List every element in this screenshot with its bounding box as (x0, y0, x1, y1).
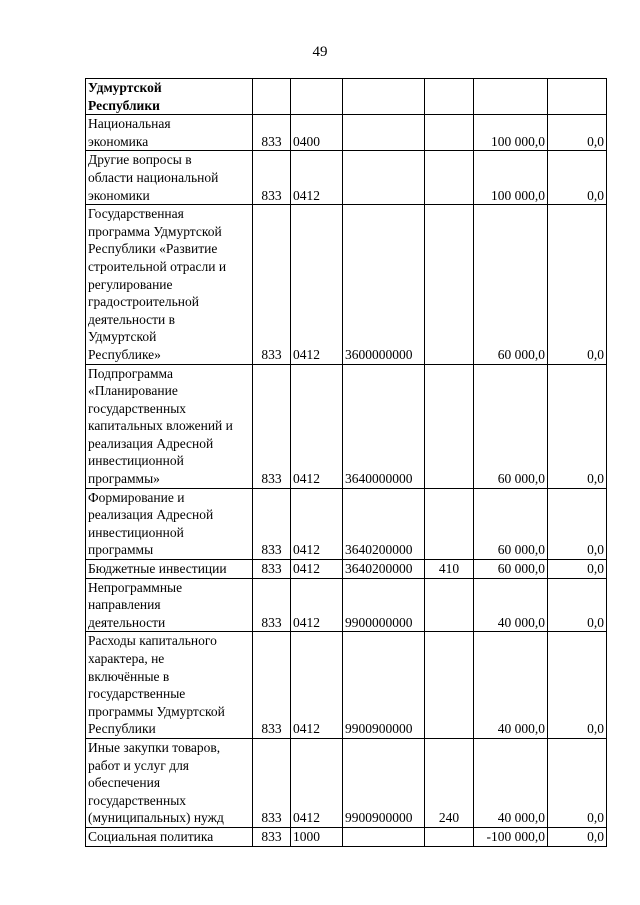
row-change: 0,0 (548, 560, 607, 579)
row-section-code: 0412 (291, 578, 343, 632)
row-admin-code: 833 (253, 738, 291, 827)
row-admin-code: 833 (253, 488, 291, 559)
table-row (86, 115, 607, 151)
row-admin-code: 833 (253, 632, 291, 739)
row-target-code: 3640200000 (343, 488, 425, 559)
row-change: 0,0 (548, 364, 607, 488)
row-change: 0,0 (548, 151, 607, 205)
row-name: Государственная программа Удмуртской Республики «Развитие строительной отрасли и регулирование градостроительной деятельности в Удмуртской Республике» (86, 205, 253, 364)
row-change: 0,0 (548, 578, 607, 632)
table-row (86, 79, 607, 115)
row-expense-type (425, 632, 474, 739)
row-section-code: 0412 (291, 738, 343, 827)
row-name: Социальная политика (86, 827, 253, 846)
row-amount: 60 000,0 (474, 560, 548, 579)
row-amount (474, 79, 548, 115)
row-change: 0,0 (548, 205, 607, 364)
row-expense-type: 410 (425, 560, 474, 579)
row-change: 0,0 (548, 738, 607, 827)
row-target-code: 9900900000 (343, 738, 425, 827)
row-amount: 100 000,0 (474, 115, 548, 151)
row-admin-code: 833 (253, 560, 291, 579)
row-target-code: 9900900000 (343, 632, 425, 739)
row-admin-code: 833 (253, 364, 291, 488)
row-target-code: 3640000000 (343, 364, 425, 488)
row-expense-type (425, 488, 474, 559)
table-row (86, 364, 607, 488)
row-amount: 40 000,0 (474, 738, 548, 827)
row-target-code (343, 827, 425, 846)
row-amount: -100 000,0 (474, 827, 548, 846)
row-amount: 40 000,0 (474, 632, 548, 739)
row-admin-code: 833 (253, 115, 291, 151)
row-name: Расходы капитального характера, не включённые в государственные программы Удмуртской Республики (86, 632, 253, 739)
row-admin-code: 833 (253, 827, 291, 846)
row-amount: 60 000,0 (474, 364, 548, 488)
row-target-code: 3640200000 (343, 560, 425, 579)
row-change: 0,0 (548, 488, 607, 559)
row-section-code (291, 79, 343, 115)
row-target-code (343, 115, 425, 151)
row-section-code: 0400 (291, 115, 343, 151)
row-admin-code (253, 79, 291, 115)
row-section-code: 0412 (291, 205, 343, 364)
row-admin-code: 833 (253, 578, 291, 632)
row-expense-type (425, 79, 474, 115)
row-expense-type (425, 151, 474, 205)
row-expense-type (425, 578, 474, 632)
table-row (86, 151, 607, 205)
row-section-code: 0412 (291, 632, 343, 739)
row-expense-type (425, 205, 474, 364)
row-name: Непрограммные направления деятельности (86, 578, 253, 632)
row-expense-type (425, 364, 474, 488)
table-row (86, 488, 607, 559)
table-row (86, 827, 607, 846)
row-amount: 60 000,0 (474, 205, 548, 364)
row-amount: 40 000,0 (474, 578, 548, 632)
row-section-code: 0412 (291, 151, 343, 205)
row-name: Удмуртской Республики (86, 79, 253, 115)
row-expense-type: 240 (425, 738, 474, 827)
row-expense-type (425, 827, 474, 846)
table-row (86, 578, 607, 632)
row-name: Формирование и реализация Адресной инвестиционной программы (86, 488, 253, 559)
row-section-code: 0412 (291, 560, 343, 579)
row-change: 0,0 (548, 115, 607, 151)
budget-table (85, 78, 607, 847)
row-expense-type (425, 115, 474, 151)
row-admin-code: 833 (253, 205, 291, 364)
table-row (86, 738, 607, 827)
row-section-code: 0412 (291, 488, 343, 559)
row-target-code: 9900000000 (343, 578, 425, 632)
row-target-code (343, 151, 425, 205)
row-target-code (343, 79, 425, 115)
row-amount: 100 000,0 (474, 151, 548, 205)
row-change: 0,0 (548, 827, 607, 846)
row-admin-code: 833 (253, 151, 291, 205)
row-change: 0,0 (548, 632, 607, 739)
row-name: Подпрограмма «Планирование государственных капитальных вложений и реализация Адресной инвестиционной программы» (86, 364, 253, 488)
row-target-code: 3600000000 (343, 205, 425, 364)
row-section-code: 0412 (291, 364, 343, 488)
row-change (548, 79, 607, 115)
row-name: Бюджетные инвестиции (86, 560, 253, 579)
table-row (86, 632, 607, 739)
page-number: 49 (312, 44, 328, 60)
table-row (86, 205, 607, 364)
table-row (86, 560, 607, 579)
row-name: Другие вопросы в области национальной экономики (86, 151, 253, 205)
row-name: Национальная экономика (86, 115, 253, 151)
row-amount: 60 000,0 (474, 488, 548, 559)
row-name: Иные закупки товаров, работ и услуг для обеспечения государственных (муниципальных) нужд (86, 738, 253, 827)
row-section-code: 1000 (291, 827, 343, 846)
